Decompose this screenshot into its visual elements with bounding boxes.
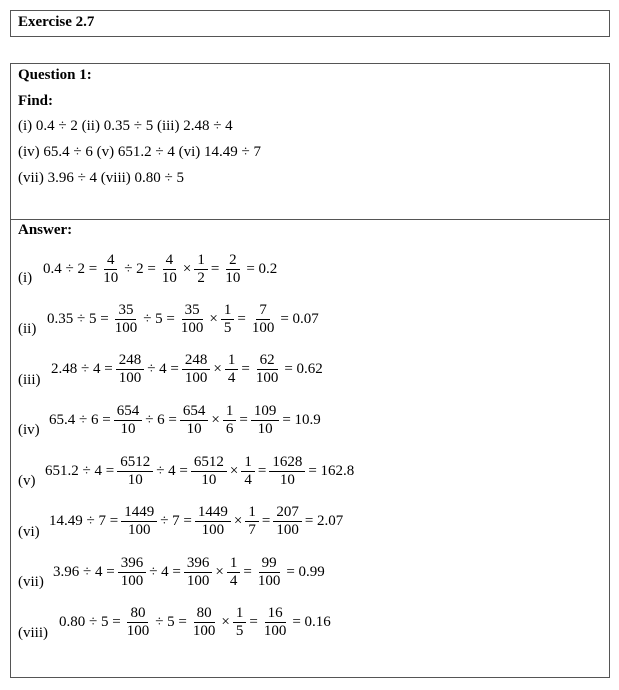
fraction xyxy=(253,352,282,387)
fraction xyxy=(121,504,157,539)
exercise-title: Exercise 2.7 xyxy=(18,14,95,30)
denominator: 10 xyxy=(201,472,217,488)
numerator: 35 xyxy=(182,302,203,320)
answer-number: (i) xyxy=(18,270,33,286)
fraction xyxy=(241,454,255,489)
fraction xyxy=(261,605,290,640)
question-line-2: (iv) 65.4 ÷ 6 (v) 651.2 ÷ 4 (vi) 14.49 ÷ 7 xyxy=(18,144,262,160)
numerator: 80 xyxy=(194,605,215,623)
numerator: 4 xyxy=(104,252,118,270)
fraction xyxy=(255,555,284,590)
divide-step: ÷ 6 = xyxy=(145,412,177,428)
divide-step: ÷ 4 = xyxy=(156,463,188,479)
denominator: 100 xyxy=(184,370,208,386)
expression: 0.4 ÷ 2 = xyxy=(43,261,98,277)
numerator: 248 xyxy=(182,352,211,370)
expression: 0.35 ÷ 5 = xyxy=(47,311,109,327)
answer-number: (iii) xyxy=(18,372,41,388)
denominator: 100 xyxy=(257,573,281,589)
fraction xyxy=(191,454,227,489)
numerator: 1 xyxy=(221,302,235,320)
fraction xyxy=(116,352,145,387)
expression: 2.48 ÷ 4 = xyxy=(51,361,113,377)
numerator: 1 xyxy=(225,352,239,370)
expression: 651.2 ÷ 4 = xyxy=(45,463,115,479)
numerator: 4 xyxy=(163,252,177,270)
numerator: 1 xyxy=(223,403,237,421)
result: = 2.07 xyxy=(304,513,344,529)
denominator: 100 xyxy=(263,623,287,639)
fraction xyxy=(195,504,231,539)
numerator: 62 xyxy=(257,352,278,370)
numerator: 1449 xyxy=(121,504,157,522)
fraction xyxy=(112,302,141,337)
denominator: 5 xyxy=(223,320,232,336)
equals-sign: = xyxy=(257,463,267,479)
fraction xyxy=(227,555,241,590)
denominator: 10 xyxy=(127,472,143,488)
answer-number: (iv) xyxy=(18,422,40,438)
times-sign: × xyxy=(209,311,218,327)
answer-number: (vi) xyxy=(18,524,40,540)
result: = 0.62 xyxy=(284,361,323,377)
answer-number: (v) xyxy=(18,473,36,489)
denominator: 100 xyxy=(126,623,150,639)
divide-step: ÷ 4 = xyxy=(147,361,179,377)
answer-number: (ii) xyxy=(18,321,37,337)
numerator: 1 xyxy=(245,504,259,522)
answer-equation xyxy=(57,605,333,640)
answer-number: (vii) xyxy=(18,574,44,590)
answer-equation xyxy=(49,352,325,387)
numerator: 248 xyxy=(116,352,145,370)
times-sign: × xyxy=(211,412,220,428)
denominator: 7 xyxy=(248,522,256,538)
answer-equation xyxy=(41,252,279,287)
result: = 0.07 xyxy=(280,311,319,327)
question-box xyxy=(10,63,610,220)
equals-sign: = xyxy=(239,412,248,428)
divide-step: ÷ 2 = xyxy=(124,261,156,277)
denominator: 100 xyxy=(120,573,144,589)
denominator: 10 xyxy=(279,472,295,488)
numerator: 396 xyxy=(184,555,213,573)
denominator: 100 xyxy=(276,522,299,538)
fraction xyxy=(269,454,305,489)
fraction xyxy=(190,605,219,640)
numerator: 6512 xyxy=(117,454,153,472)
denominator: 100 xyxy=(192,623,216,639)
equals-sign: = xyxy=(249,614,258,630)
fraction xyxy=(223,403,237,438)
fraction xyxy=(245,504,259,539)
fraction xyxy=(182,352,211,387)
denominator: 100 xyxy=(127,522,151,538)
divide-step: ÷ 5 = xyxy=(155,614,187,630)
divide-step: ÷ 5 = xyxy=(143,311,175,327)
fraction xyxy=(233,605,247,640)
numerator: 1 xyxy=(233,605,247,623)
numerator: 2 xyxy=(226,252,240,270)
denominator: 100 xyxy=(251,320,275,336)
times-sign: × xyxy=(221,614,230,630)
fraction xyxy=(114,403,143,438)
numerator: 1 xyxy=(241,454,255,472)
question-line-1: (i) 0.4 ÷ 2 (ii) 0.35 ÷ 5 (iii) 2.48 ÷ 4 xyxy=(18,118,233,134)
numerator: 1 xyxy=(227,555,241,573)
fraction xyxy=(273,504,302,539)
fraction xyxy=(117,454,153,489)
numerator: 35 xyxy=(115,302,136,320)
numerator: 109 xyxy=(251,403,280,421)
answer-box xyxy=(10,219,610,678)
denominator: 4 xyxy=(244,472,252,488)
question-line-3: (vii) 3.96 ÷ 4 (viii) 0.80 ÷ 5 xyxy=(18,170,185,186)
fraction xyxy=(251,403,280,438)
fraction xyxy=(159,252,180,287)
equals-sign: = xyxy=(237,311,246,327)
expression: 14.49 ÷ 7 = xyxy=(49,513,119,529)
denominator: 10 xyxy=(161,270,177,286)
denominator: 5 xyxy=(235,623,244,639)
denominator: 100 xyxy=(186,573,210,589)
divide-step: ÷ 7 = xyxy=(160,513,192,529)
fraction xyxy=(124,605,153,640)
denominator: 10 xyxy=(103,270,119,286)
denominator: 10 xyxy=(120,421,136,437)
answer-equation xyxy=(51,555,327,590)
denominator: 100 xyxy=(118,370,142,386)
denominator: 100 xyxy=(201,522,225,538)
equals-sign: = xyxy=(243,564,252,580)
result: = 0.16 xyxy=(292,614,331,630)
answer-equation xyxy=(43,454,356,489)
numerator: 654 xyxy=(114,403,143,421)
numerator: 396 xyxy=(118,555,147,573)
fraction xyxy=(249,302,278,337)
times-sign: × xyxy=(233,513,243,529)
find-label: Find: xyxy=(18,93,54,109)
result: = 10.9 xyxy=(282,412,321,428)
question-label: Question 1: xyxy=(18,67,92,83)
answer-label: Answer: xyxy=(18,222,73,238)
denominator: 4 xyxy=(229,573,238,589)
result: = 0.99 xyxy=(286,564,325,580)
denominator: 2 xyxy=(197,270,205,286)
answer-number: (viii) xyxy=(18,625,48,641)
answer-equation xyxy=(47,403,323,438)
denominator: 10 xyxy=(257,421,273,437)
denominator: 10 xyxy=(186,421,202,437)
result: = 162.8 xyxy=(308,463,355,479)
numerator: 1 xyxy=(194,252,208,270)
fraction xyxy=(118,555,147,590)
times-sign: × xyxy=(213,361,222,377)
equals-sign: = xyxy=(241,361,250,377)
numerator: 80 xyxy=(127,605,148,623)
answer-equation xyxy=(45,302,321,337)
divide-step: ÷ 4 = xyxy=(149,564,181,580)
expression: 3.96 ÷ 4 = xyxy=(53,564,115,580)
denominator: 100 xyxy=(114,320,138,336)
fraction xyxy=(100,252,121,287)
denominator: 6 xyxy=(225,421,234,437)
expression: 0.80 ÷ 5 = xyxy=(59,614,121,630)
result: = 0.2 xyxy=(246,261,278,277)
numerator: 654 xyxy=(180,403,209,421)
denominator: 10 xyxy=(225,270,241,286)
times-sign: × xyxy=(215,564,224,580)
equals-sign: = xyxy=(261,513,271,529)
fraction xyxy=(222,252,243,287)
times-sign: × xyxy=(229,463,239,479)
numerator: 16 xyxy=(265,605,286,623)
answer-equation xyxy=(47,504,345,539)
denominator: 4 xyxy=(227,370,236,386)
fraction xyxy=(180,403,209,438)
fraction xyxy=(178,302,207,337)
numerator: 1449 xyxy=(195,504,231,522)
numerator: 1628 xyxy=(269,454,305,472)
fraction xyxy=(225,352,239,387)
fraction xyxy=(184,555,213,590)
fraction xyxy=(194,252,208,287)
numerator: 207 xyxy=(273,504,302,522)
denominator: 100 xyxy=(180,320,204,336)
denominator: 100 xyxy=(255,370,279,386)
exercise-title-box xyxy=(10,10,610,37)
times-sign: × xyxy=(182,261,192,277)
numerator: 6512 xyxy=(191,454,227,472)
equals-sign: = xyxy=(210,261,220,277)
numerator: 7 xyxy=(256,302,270,320)
numerator: 99 xyxy=(259,555,280,573)
fraction xyxy=(221,302,235,337)
expression: 65.4 ÷ 6 = xyxy=(49,412,111,428)
